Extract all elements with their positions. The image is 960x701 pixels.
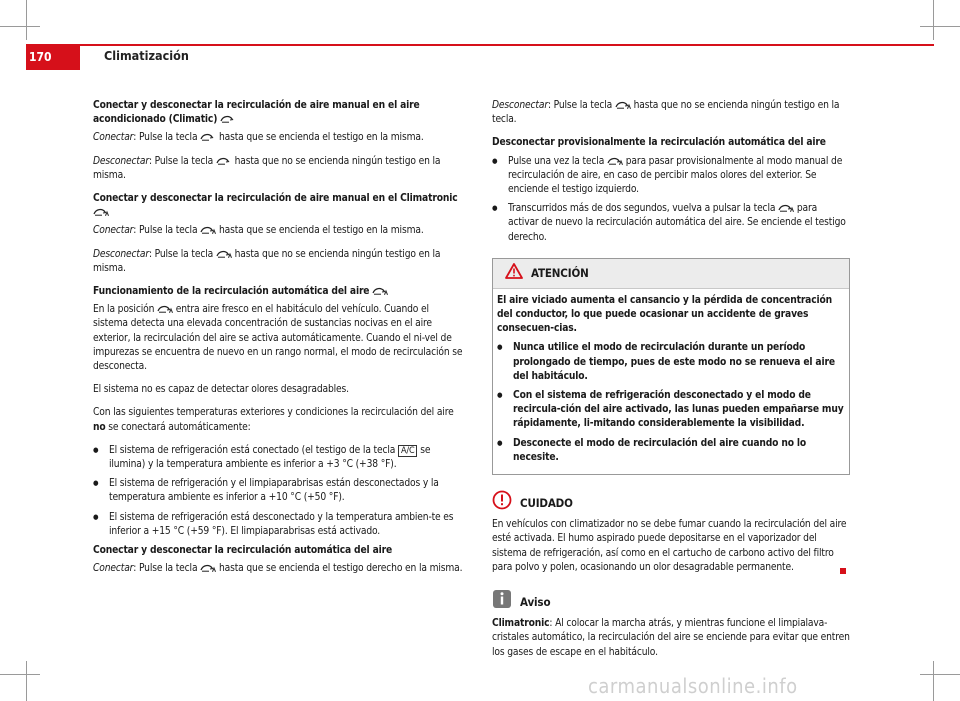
caution-header [492,490,850,515]
text: : Pulse la tecla [133,225,201,237]
caution-exclamation-icon [492,490,512,515]
bullet-dot-icon [93,477,109,505]
watermark: carmanualsonline.info [588,674,798,698]
warning-label: ATENCIÓN [531,266,589,281]
text: : Pulse la tecla [133,132,201,144]
bullet-item [492,202,850,245]
paragraph [93,248,465,276]
text: se ilumina) y la temperatura ambiente es inferior a +3 °C (+38 °F). [109,444,431,471]
fan-icon [220,115,236,123]
text: Con el sistema de refrigeración desconectado y el modo de recircula-ción del aire activado, las lunas pueden empañarse muy rápidamente, li-mitando considerablemente la visibilidad. [513,390,844,430]
text: hasta que se encienda el testigo en la misma. [216,132,424,144]
text: hasta que se encienda el testigo derecho en la misma. [216,563,463,575]
text: : Pulse la tecla [133,563,201,575]
text: El sistema de refrigeración y el limpiaparabrisas están desconectados y la temperatura ambiente es inferior a +10 °C (+50 °F). [109,478,439,504]
emphasis: Desconectar [93,155,149,167]
bullet-item [492,155,850,198]
bullet-item [497,341,845,384]
fan-a-icon [778,204,794,212]
section-heading [93,544,465,558]
fan-a-icon [93,208,109,216]
bullet-text [508,202,850,245]
paragraph [93,562,465,576]
text: para pasar provisionalmente al modo manual de recirculación de aire, en caso de percibir malos olores del exterior. Se enciende el testigo izquierdo. [508,155,843,196]
text: hasta que no se encienda ningún testigo en la tecla. [492,100,840,126]
section-heading [93,285,465,299]
paragraph [93,303,465,374]
note-body: : Al colocar la marcha atrás, y mientras funcione el limpialava-cristales automático, la recirculación del aire se enciende para evitar que entren los gases de escape en el habitáculo. [492,618,850,658]
text: Con las siguientes temperaturas exteriores y condiciones la recirculación del aire [93,407,454,419]
crop-mark [26,0,27,40]
fan-a-icon [200,564,216,572]
text: Pulse una vez la tecla [508,155,607,167]
text: se conectará automáticamente: [105,421,251,433]
warning-body [493,289,849,474]
crop-mark [933,661,934,701]
note-text [492,617,850,660]
fan-icon [216,157,232,165]
paragraph [492,99,850,127]
bullet-text [513,341,845,384]
bullet-text [109,444,465,472]
text: Funcionamiento de la recirculación automática del aire [93,286,370,298]
text: : Pulse la tecla [148,155,216,167]
left-column [93,99,465,585]
right-column [492,99,850,660]
paragraph [497,294,845,337]
page-title: Climatización [104,48,189,63]
bullet-item [93,511,465,539]
section-end-mark [840,568,846,574]
text: entra aire fresco en el habitáculo del vehículo. Cuando el sistema detecta una elevada concentración de sustancias nocivas en el aire exterior, la recirculación del aire se activa automáticamente. Cuando el ni-vel de impurezas se encuentra de nuevo en un rango normal, el modo de recirculación se desconecta. [93,304,463,373]
warning-triangle-icon [505,263,523,284]
text: : Pulse la tecla [148,248,216,260]
bullet-dot-icon [497,389,513,432]
text: para activar de nuevo la recirculación automática del aire. Se enciende el testigo derecho. [508,203,846,243]
fan-icon [200,133,216,141]
section-heading [93,99,465,127]
bullet-dot-icon [497,437,513,465]
text: Desconectar provisionalmente la recirculación automática del aire [492,137,826,149]
text: El aire viciado aumenta el cansancio y la pérdida de concentración del conductor, lo que puede ocasionar un accidente de graves consecuen-cias. [497,294,833,335]
paragraph [93,383,465,397]
fan-a-icon [372,287,388,295]
bullet-dot-icon [93,444,109,472]
fan-a-icon [200,226,216,234]
emphasis: Conectar [93,563,134,575]
header-rule [26,44,934,46]
note-header [492,589,850,614]
crop-mark [920,674,960,675]
note-info-icon [492,589,512,614]
bullet-text [109,511,465,539]
text: Conectar y desconectar la recirculación de aire manual en el Climatronic [93,193,458,205]
fan-a-icon [216,250,232,258]
section-heading [492,136,850,150]
text: El sistema no es capaz de detectar olores desagradables. [93,384,349,396]
bullet-item [497,437,845,465]
warning-header [493,259,849,289]
text: hasta que no se encienda ningún testigo en la misma. [93,155,441,181]
emphasis: Conectar [93,132,134,144]
crop-mark [0,26,40,27]
bold-word: no [93,421,106,433]
bullet-dot-icon [492,155,508,198]
fan-a-icon [607,157,623,165]
paragraph [93,406,465,434]
emphasis: Desconectar [492,100,548,111]
emphasis: Desconectar [93,248,149,260]
bullet-dot-icon [93,511,109,539]
text: Nunca utilice el modo de recirculación durante un período prolongado de tiempo, pues de este modo no se renueva el aire del habitáculo. [513,342,835,382]
text: El sistema de refrigeración está desconectado y la temperatura ambien-te es inferior a +15 °C (+59 °F). El limpiaparabrisas está activado. [109,511,454,537]
text: En la posición [93,304,157,316]
bullet-text [513,437,845,465]
section-heading [93,192,465,220]
bullet-text [508,155,850,198]
text: El sistema de refrigeración está conectado (el testigo de la tecla [109,444,398,456]
right-top-text [492,99,850,245]
crop-mark [0,674,40,675]
text: : Pulse la tecla [547,100,615,111]
warning-box [492,258,850,475]
bullet-dot-icon [497,341,513,384]
crop-mark [920,26,960,27]
caution-label: CUIDADO [520,495,573,510]
paragraph [93,131,465,145]
bullet-text [513,389,845,432]
note-label: Aviso [520,594,551,609]
crop-mark [933,0,934,40]
text: hasta que se encienda el testigo en la misma. [216,225,424,237]
bullet-item [497,389,845,432]
fan-a-icon [615,101,631,109]
text: hasta que no se encienda ningún testigo en la misma. [93,248,441,274]
text: Conectar y desconectar la recirculación automática del aire [93,545,393,557]
bullet-item [93,477,465,505]
text: Transcurridos más de dos segundos, vuelva a pulsar la tecla [508,203,779,215]
emphasis: Conectar [93,225,134,237]
paragraph [93,224,465,238]
text: Conectar y desconectar la recirculación de aire manual en el aire acondicionado (Climatic) [93,100,420,126]
ac-key: A/C [398,445,417,457]
note-bold: Climatronic [492,618,550,630]
bullet-dot-icon [492,202,508,245]
bullet-item [93,444,465,472]
page-number: 170 [26,44,80,70]
text: Desconecte el modo de recirculación del aire cuando no lo necesite. [513,437,807,463]
caution-text: En vehículos con climatizador no se debe fumar cuando la recirculación del aire esté activada. El humo aspirado puede depositarse en el vaporizador del sistema de refrigeración, así como en el cartucho de carbono activo del filtro para polvo y polen, ocasionando un olor desagradable permanente. [492,519,847,573]
fan-a-icon [157,305,173,313]
bullet-text [109,477,465,505]
paragraph [93,155,465,183]
crop-mark [26,661,27,701]
